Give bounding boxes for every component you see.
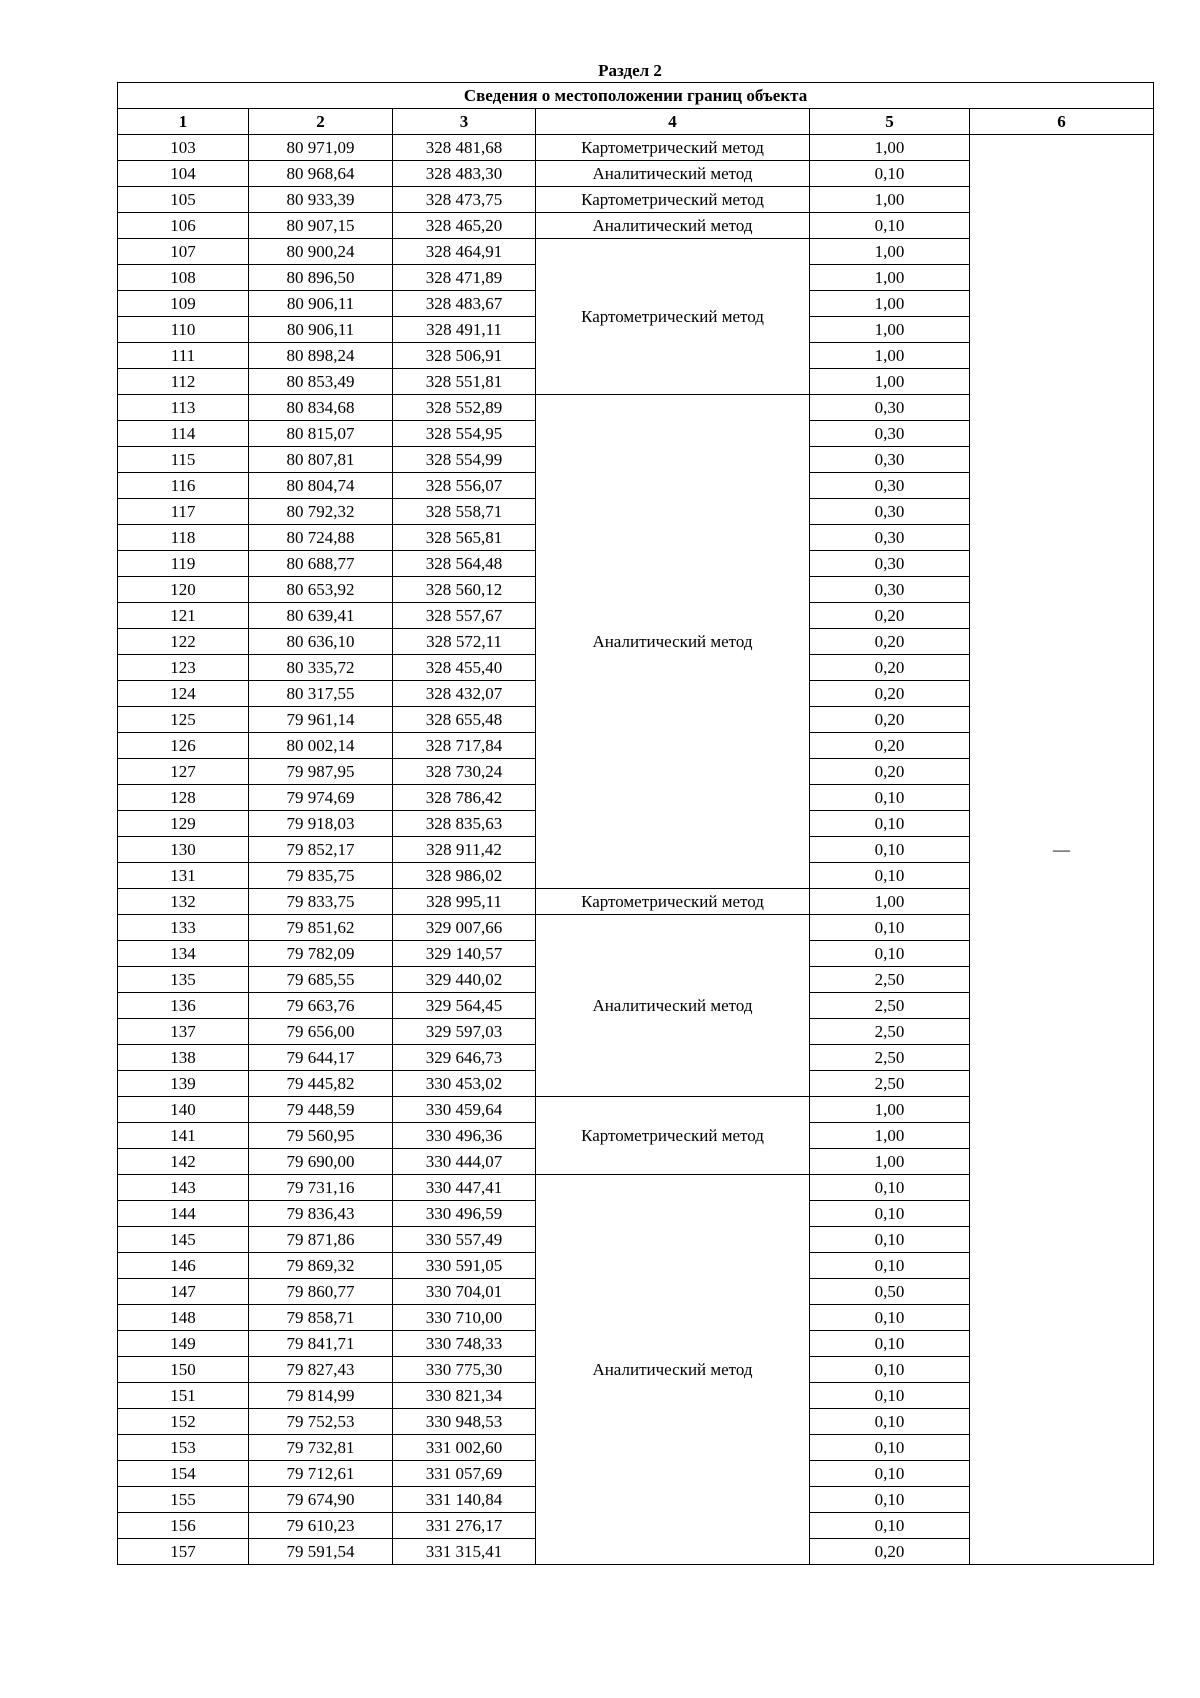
x-coordinate-cell: 79 731,16 (249, 1175, 393, 1201)
accuracy-cell: 0,10 (810, 1409, 970, 1435)
x-coordinate-cell: 80 653,92 (249, 577, 393, 603)
point-number-cell: 139 (118, 1071, 249, 1097)
accuracy-cell: 1,00 (810, 265, 970, 291)
x-coordinate-cell: 79 835,75 (249, 863, 393, 889)
y-coordinate-cell: 328 506,91 (393, 343, 536, 369)
accuracy-cell: 0,30 (810, 577, 970, 603)
point-number-cell: 111 (118, 343, 249, 369)
method-cell: Аналитический метод (536, 1175, 810, 1565)
accuracy-cell: 0,10 (810, 1201, 970, 1227)
y-coordinate-cell: 328 481,68 (393, 135, 536, 161)
accuracy-cell: 0,10 (810, 1461, 970, 1487)
x-coordinate-cell: 79 445,82 (249, 1071, 393, 1097)
x-coordinate-cell: 79 712,61 (249, 1461, 393, 1487)
y-coordinate-cell: 330 459,64 (393, 1097, 536, 1123)
accuracy-cell: 0,30 (810, 499, 970, 525)
column-number-5: 5 (810, 109, 970, 135)
x-coordinate-cell: 80 804,74 (249, 473, 393, 499)
y-coordinate-cell: 328 483,67 (393, 291, 536, 317)
y-coordinate-cell: 331 315,41 (393, 1539, 536, 1565)
y-coordinate-cell: 328 557,67 (393, 603, 536, 629)
x-coordinate-cell: 80 807,81 (249, 447, 393, 473)
point-number-cell: 156 (118, 1513, 249, 1539)
x-coordinate-cell: 79 663,76 (249, 993, 393, 1019)
point-number-cell: 129 (118, 811, 249, 837)
accuracy-cell: 0,30 (810, 447, 970, 473)
x-coordinate-cell: 80 971,09 (249, 135, 393, 161)
y-coordinate-cell: 330 496,36 (393, 1123, 536, 1149)
y-coordinate-cell: 328 465,20 (393, 213, 536, 239)
point-number-cell: 103 (118, 135, 249, 161)
y-coordinate-cell: 328 717,84 (393, 733, 536, 759)
y-coordinate-cell: 330 447,41 (393, 1175, 536, 1201)
x-coordinate-cell: 80 792,32 (249, 499, 393, 525)
point-number-cell: 157 (118, 1539, 249, 1565)
point-number-cell: 137 (118, 1019, 249, 1045)
point-number-cell: 117 (118, 499, 249, 525)
y-coordinate-cell: 328 786,42 (393, 785, 536, 811)
y-coordinate-cell: 328 551,81 (393, 369, 536, 395)
point-number-cell: 104 (118, 161, 249, 187)
accuracy-cell: 1,00 (810, 369, 970, 395)
y-coordinate-cell: 330 710,00 (393, 1305, 536, 1331)
point-number-cell: 145 (118, 1227, 249, 1253)
accuracy-cell: 0,10 (810, 1513, 970, 1539)
x-coordinate-cell: 80 834,68 (249, 395, 393, 421)
x-coordinate-cell: 79 860,77 (249, 1279, 393, 1305)
y-coordinate-cell: 328 995,11 (393, 889, 536, 915)
accuracy-cell: 0,30 (810, 395, 970, 421)
point-number-cell: 131 (118, 863, 249, 889)
x-coordinate-cell: 79 685,55 (249, 967, 393, 993)
y-coordinate-cell: 328 432,07 (393, 681, 536, 707)
accuracy-cell: 0,10 (810, 1305, 970, 1331)
accuracy-cell: 0,20 (810, 681, 970, 707)
point-number-cell: 107 (118, 239, 249, 265)
point-number-cell: 125 (118, 707, 249, 733)
y-coordinate-cell: 330 557,49 (393, 1227, 536, 1253)
x-coordinate-cell: 79 814,99 (249, 1383, 393, 1409)
accuracy-cell: 0,10 (810, 1227, 970, 1253)
x-coordinate-cell: 79 858,71 (249, 1305, 393, 1331)
point-number-cell: 108 (118, 265, 249, 291)
y-coordinate-cell: 331 002,60 (393, 1435, 536, 1461)
x-coordinate-cell: 79 836,43 (249, 1201, 393, 1227)
point-number-cell: 151 (118, 1383, 249, 1409)
x-coordinate-cell: 79 852,17 (249, 837, 393, 863)
accuracy-cell: 2,50 (810, 1019, 970, 1045)
point-number-cell: 121 (118, 603, 249, 629)
y-coordinate-cell: 328 986,02 (393, 863, 536, 889)
point-number-cell: 127 (118, 759, 249, 785)
boundary-coordinates-table (117, 82, 1154, 1565)
y-coordinate-cell: 329 440,02 (393, 967, 536, 993)
point-number-cell: 120 (118, 577, 249, 603)
accuracy-cell: 1,00 (810, 239, 970, 265)
accuracy-cell: 0,20 (810, 759, 970, 785)
point-number-cell: 130 (118, 837, 249, 863)
y-coordinate-cell: 328 473,75 (393, 187, 536, 213)
x-coordinate-cell: 80 907,15 (249, 213, 393, 239)
method-cell: Картометрический метод (536, 135, 810, 161)
x-coordinate-cell: 79 974,69 (249, 785, 393, 811)
point-number-cell: 149 (118, 1331, 249, 1357)
y-coordinate-cell: 328 455,40 (393, 655, 536, 681)
y-coordinate-cell: 328 558,71 (393, 499, 536, 525)
point-number-cell: 135 (118, 967, 249, 993)
accuracy-cell: 0,10 (810, 785, 970, 811)
y-coordinate-cell: 331 057,69 (393, 1461, 536, 1487)
method-cell: Картометрический метод (536, 187, 810, 213)
y-coordinate-cell: 330 704,01 (393, 1279, 536, 1305)
x-coordinate-cell: 79 644,17 (249, 1045, 393, 1071)
y-coordinate-cell: 329 597,03 (393, 1019, 536, 1045)
y-coordinate-cell: 329 140,57 (393, 941, 536, 967)
y-coordinate-cell: 328 552,89 (393, 395, 536, 421)
accuracy-cell: 2,50 (810, 1045, 970, 1071)
x-coordinate-cell: 80 898,24 (249, 343, 393, 369)
point-number-cell: 134 (118, 941, 249, 967)
x-coordinate-cell: 79 782,09 (249, 941, 393, 967)
point-number-cell: 110 (118, 317, 249, 343)
x-coordinate-cell: 80 906,11 (249, 317, 393, 343)
column-number-3: 3 (393, 109, 536, 135)
column-number-4: 4 (536, 109, 810, 135)
x-coordinate-cell: 79 918,03 (249, 811, 393, 837)
point-number-cell: 141 (118, 1123, 249, 1149)
x-coordinate-cell: 80 853,49 (249, 369, 393, 395)
point-number-cell: 106 (118, 213, 249, 239)
point-number-cell: 150 (118, 1357, 249, 1383)
x-coordinate-cell: 80 896,50 (249, 265, 393, 291)
point-number-cell: 136 (118, 993, 249, 1019)
point-number-cell: 148 (118, 1305, 249, 1331)
point-number-cell: 113 (118, 395, 249, 421)
method-cell: Картометрический метод (536, 239, 810, 395)
x-coordinate-cell: 79 656,00 (249, 1019, 393, 1045)
x-coordinate-cell: 80 317,55 (249, 681, 393, 707)
accuracy-cell: 2,50 (810, 967, 970, 993)
method-cell: Картометрический метод (536, 1097, 810, 1175)
point-number-cell: 133 (118, 915, 249, 941)
accuracy-cell: 0,10 (810, 213, 970, 239)
point-number-cell: 105 (118, 187, 249, 213)
accuracy-cell: 0,10 (810, 161, 970, 187)
point-number-cell: 146 (118, 1253, 249, 1279)
y-coordinate-cell: 329 564,45 (393, 993, 536, 1019)
y-coordinate-cell: 328 564,48 (393, 551, 536, 577)
accuracy-cell: 1,00 (810, 889, 970, 915)
y-coordinate-cell: 329 007,66 (393, 915, 536, 941)
x-coordinate-cell: 79 752,53 (249, 1409, 393, 1435)
x-coordinate-cell: 79 987,95 (249, 759, 393, 785)
y-coordinate-cell: 328 835,63 (393, 811, 536, 837)
point-number-cell: 147 (118, 1279, 249, 1305)
point-number-cell: 109 (118, 291, 249, 317)
point-number-cell: 123 (118, 655, 249, 681)
method-cell: Аналитический метод (536, 395, 810, 889)
accuracy-cell: 0,20 (810, 655, 970, 681)
x-coordinate-cell: 80 639,41 (249, 603, 393, 629)
y-coordinate-cell: 331 276,17 (393, 1513, 536, 1539)
point-number-cell: 124 (118, 681, 249, 707)
method-cell: Аналитический метод (536, 915, 810, 1097)
point-number-cell: 138 (118, 1045, 249, 1071)
accuracy-cell: 0,20 (810, 603, 970, 629)
x-coordinate-cell: 79 961,14 (249, 707, 393, 733)
accuracy-cell: 1,00 (810, 1097, 970, 1123)
y-coordinate-cell: 328 565,81 (393, 525, 536, 551)
point-number-cell: 128 (118, 785, 249, 811)
column-number-row (118, 109, 1154, 135)
accuracy-cell: 0,30 (810, 473, 970, 499)
section-title: Раздел 2 (598, 61, 662, 80)
y-coordinate-cell: 328 491,11 (393, 317, 536, 343)
accuracy-cell: 0,10 (810, 837, 970, 863)
point-number-cell: 144 (118, 1201, 249, 1227)
y-coordinate-cell: 330 775,30 (393, 1357, 536, 1383)
x-coordinate-cell: 79 871,86 (249, 1227, 393, 1253)
y-coordinate-cell: 329 646,73 (393, 1045, 536, 1071)
y-coordinate-cell: 330 948,53 (393, 1409, 536, 1435)
x-coordinate-cell: 80 815,07 (249, 421, 393, 447)
accuracy-cell: 1,00 (810, 135, 970, 161)
y-coordinate-cell: 328 554,95 (393, 421, 536, 447)
x-coordinate-cell: 80 724,88 (249, 525, 393, 551)
y-coordinate-cell: 328 471,89 (393, 265, 536, 291)
accuracy-cell: 0,30 (810, 525, 970, 551)
point-number-cell: 122 (118, 629, 249, 655)
accuracy-cell: 1,00 (810, 291, 970, 317)
accuracy-cell: 0,20 (810, 707, 970, 733)
table-caption-row (118, 83, 1154, 109)
point-number-cell: 115 (118, 447, 249, 473)
x-coordinate-cell: 79 833,75 (249, 889, 393, 915)
x-coordinate-cell: 80 636,10 (249, 629, 393, 655)
method-cell: Картометрический метод (536, 889, 810, 915)
x-coordinate-cell: 79 841,71 (249, 1331, 393, 1357)
table-row (118, 135, 1154, 161)
y-coordinate-cell: 328 554,99 (393, 447, 536, 473)
point-number-cell: 126 (118, 733, 249, 759)
accuracy-cell: 0,10 (810, 811, 970, 837)
x-coordinate-cell: 79 869,32 (249, 1253, 393, 1279)
y-coordinate-cell: 328 572,11 (393, 629, 536, 655)
accuracy-cell: 0,10 (810, 1331, 970, 1357)
accuracy-cell: 0,10 (810, 1253, 970, 1279)
point-number-cell: 116 (118, 473, 249, 499)
accuracy-cell: 1,00 (810, 1123, 970, 1149)
accuracy-cell: 0,10 (810, 1383, 970, 1409)
point-number-cell: 140 (118, 1097, 249, 1123)
point-number-cell: 118 (118, 525, 249, 551)
y-coordinate-cell: 328 911,42 (393, 837, 536, 863)
accuracy-cell: 2,50 (810, 993, 970, 1019)
accuracy-cell: 1,00 (810, 343, 970, 369)
point-number-cell: 142 (118, 1149, 249, 1175)
point-number-cell: 114 (118, 421, 249, 447)
accuracy-cell: 0,30 (810, 421, 970, 447)
x-coordinate-cell: 80 906,11 (249, 291, 393, 317)
accuracy-cell: 0,20 (810, 733, 970, 759)
x-coordinate-cell: 79 732,81 (249, 1435, 393, 1461)
method-cell: Аналитический метод (536, 161, 810, 187)
x-coordinate-cell: 79 851,62 (249, 915, 393, 941)
accuracy-cell: 0,10 (810, 941, 970, 967)
x-coordinate-cell: 79 827,43 (249, 1357, 393, 1383)
y-coordinate-cell: 330 748,33 (393, 1331, 536, 1357)
accuracy-cell: 0,20 (810, 1539, 970, 1565)
y-coordinate-cell: 330 821,34 (393, 1383, 536, 1409)
column-number-6: 6 (970, 109, 1154, 135)
point-number-cell: 154 (118, 1461, 249, 1487)
x-coordinate-cell: 79 560,95 (249, 1123, 393, 1149)
accuracy-cell: 0,10 (810, 1487, 970, 1513)
x-coordinate-cell: 80 900,24 (249, 239, 393, 265)
point-number-cell: 152 (118, 1409, 249, 1435)
accuracy-cell: 0,10 (810, 1435, 970, 1461)
y-coordinate-cell: 328 464,91 (393, 239, 536, 265)
accuracy-cell: 0,10 (810, 1357, 970, 1383)
accuracy-cell: 0,50 (810, 1279, 970, 1305)
accuracy-cell: 1,00 (810, 1149, 970, 1175)
point-number-cell: 155 (118, 1487, 249, 1513)
y-coordinate-cell: 330 591,05 (393, 1253, 536, 1279)
accuracy-cell: 1,00 (810, 317, 970, 343)
y-coordinate-cell: 331 140,84 (393, 1487, 536, 1513)
y-coordinate-cell: 328 483,30 (393, 161, 536, 187)
point-number-cell: 119 (118, 551, 249, 577)
x-coordinate-cell: 80 968,64 (249, 161, 393, 187)
table-caption: Сведения о местоположении границ объекта (118, 83, 1154, 109)
x-coordinate-cell: 79 690,00 (249, 1149, 393, 1175)
column-number-1: 1 (118, 109, 249, 135)
x-coordinate-cell: 79 591,54 (249, 1539, 393, 1565)
accuracy-cell: 1,00 (810, 187, 970, 213)
x-coordinate-cell: 80 933,39 (249, 187, 393, 213)
point-number-cell: 132 (118, 889, 249, 915)
point-number-cell: 112 (118, 369, 249, 395)
point-number-cell: 143 (118, 1175, 249, 1201)
point-number-cell: 153 (118, 1435, 249, 1461)
x-coordinate-cell: 80 002,14 (249, 733, 393, 759)
y-coordinate-cell: 330 444,07 (393, 1149, 536, 1175)
accuracy-cell: 0,20 (810, 629, 970, 655)
column-6-cell: — (970, 135, 1154, 1565)
accuracy-cell: 0,30 (810, 551, 970, 577)
x-coordinate-cell: 80 335,72 (249, 655, 393, 681)
accuracy-cell: 0,10 (810, 863, 970, 889)
column-number-2: 2 (249, 109, 393, 135)
y-coordinate-cell: 328 560,12 (393, 577, 536, 603)
accuracy-cell: 0,10 (810, 915, 970, 941)
x-coordinate-cell: 79 448,59 (249, 1097, 393, 1123)
accuracy-cell: 2,50 (810, 1071, 970, 1097)
y-coordinate-cell: 328 556,07 (393, 473, 536, 499)
y-coordinate-cell: 328 655,48 (393, 707, 536, 733)
x-coordinate-cell: 80 688,77 (249, 551, 393, 577)
x-coordinate-cell: 79 610,23 (249, 1513, 393, 1539)
x-coordinate-cell: 79 674,90 (249, 1487, 393, 1513)
y-coordinate-cell: 330 496,59 (393, 1201, 536, 1227)
accuracy-cell: 0,10 (810, 1175, 970, 1201)
y-coordinate-cell: 328 730,24 (393, 759, 536, 785)
y-coordinate-cell: 330 453,02 (393, 1071, 536, 1097)
method-cell: Аналитический метод (536, 213, 810, 239)
